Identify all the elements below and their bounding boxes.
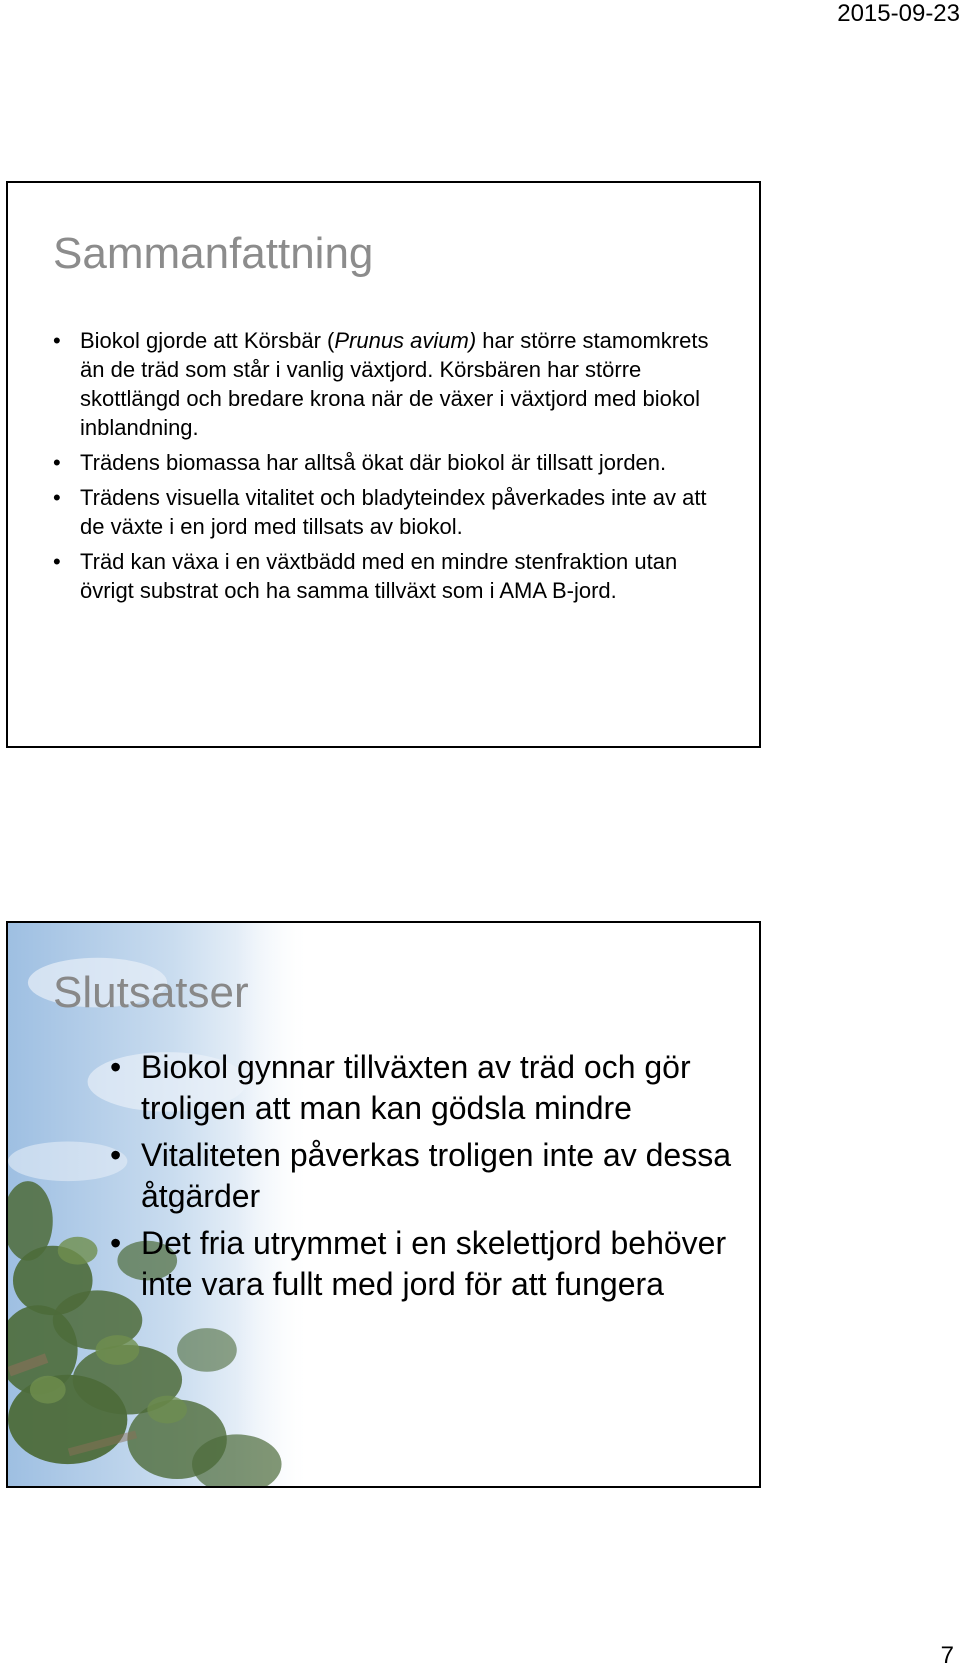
bullet-item: • Biokol gynnar tillväxten av träd och gör troligen att man kan gödsla mindre [110,1047,750,1129]
slide-title: Sammanfattning [53,229,374,278]
bullet-text: har större stamomkrets än de träd som står i vanlig växtjord. Körsbären har större skottlängd och bredare krona när de växer i växtjord med biokol inblandning. [80,328,709,440]
page-number: 7 [940,1642,954,1669]
slide-conclusions [6,921,761,1488]
bullet-item: • Trädens visuella vitalitet och bladyteindex påverkades inte av att de växte i en jord med tillsats av biokol. [53,483,733,541]
bullet-text: Biokol gjorde att Körsbär ( [80,328,335,353]
bullet-item: • Vitaliteten påverkas troligen inte av dessa åtgärder [110,1135,750,1217]
bullet-item: • Träd kan växa i en växtbädd med en mindre stenfraktion utan övrigt substrat och ha samma tillväxt som i AMA B-jord. [53,547,733,605]
slide-title: Slutsatser [53,968,249,1017]
page-date: 2015-09-23 [837,0,960,27]
latin-name: Prunus avium) [334,328,477,353]
bullet-item: • Trädens biomassa har alltså ökat där biokol är tillsatt jorden. [53,448,733,477]
slide-summary [6,181,761,748]
bullet-item [53,326,733,442]
bullet-list [53,326,733,611]
bullet-item: • Det fria utrymmet i en skelettjord behöver inte vara fullt med jord för att fungera [110,1223,750,1305]
bullet-list [110,1047,750,1311]
